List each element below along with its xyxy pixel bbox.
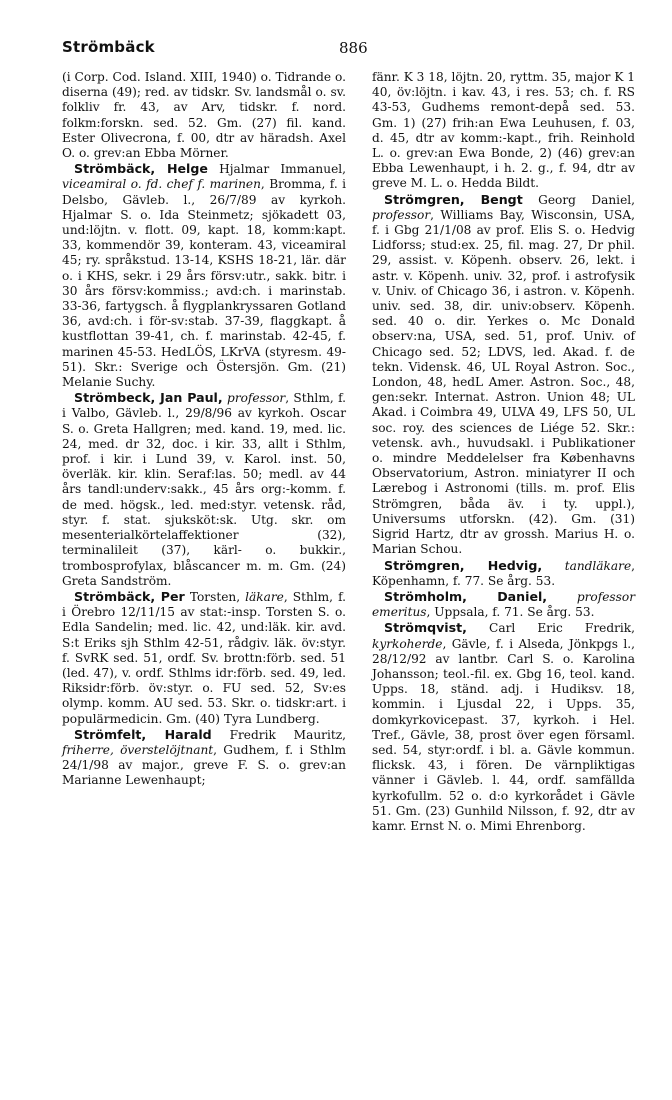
entry-given: Georg Daniel, (522, 192, 635, 207)
entry-text: fänr. K 3 18, löjtn. 20, ryttm. 35, major K 1 40, öv:löjtn. i kav. 43, i res. 53; ch. f. RS 43-53, Gudhems remont-depå sed. 53. Gm. 1) (27) frih:an Ewa Leuhusen, f. 03, d. 45, dtr av komm:-kapt., frih. Reinhold L. o. grev:an Ewa Bonde, 2) (46) grev:an Ebba Lewenhaupt, i h. 2. g., f. 94, dtr av greve M. L. o. Hedda Bildt. (372, 70, 635, 191)
entry-text: , Williams Bay, Wisconsin, USA, f. i Gbg 21/1/08 av prof. Elis S. o. Hedvig Lidforss; stud:ex. 25, fil. mag. 27, Dr phil. 29, assist. v. Köpenh. observ. 26, lekt. i astr. v. Köpenh. univ. 32, prof. i astrofysik v. Univ. of Chicago 36, i astron. v. Köpenh. univ. sed. 38, dir. univ:observ. Köpenh. sed. 40 o. dir. Yerkes o. Mc Donald observ:na, USA, sed. 51, prof. Univ. of Chicago sed. 52; LDVS, led. Akad. f. de tekn. Vidensk. 46, UL Royal Astron. Soc., London, 48, hedL Amer. Astron. Soc., 48, gen:sekr. Internat. Astron. Union 48; UL Akad. i Coimbra 49, ULVA 49, LFS 50, UL soc. roy. des sciences de Liége 52. Skr.: vetensk. avh., huvudsakl. i Publikationer o. mindre Meddelelser fra Københavns Observatorium, Astron. miniatyrer II och Lærebog i Astronomi (tills. m. prof. Elis Strömgren, båda äv. i ty. uppl.), Universums utforskn. (42). Gm. (31) Sigrid Hartz, dtr av grossh. Marius H. o. Marian Schou. (372, 207, 635, 557)
entry-title: läkare (245, 589, 284, 604)
entry (62, 727, 346, 789)
page-number: 886 (339, 39, 368, 57)
entry (372, 192, 635, 558)
entry-title: friherre, överstelöjtnant (62, 742, 214, 757)
entry (62, 161, 346, 390)
entry-title: tandläkare (564, 558, 632, 573)
entry (372, 558, 635, 589)
entry-name: Strömbeck, Jan Paul, (74, 390, 223, 406)
entry-given: Torsten, (184, 589, 246, 604)
entry-given (547, 590, 577, 604)
entry-text: , Sthlm, f. i Örebro 12/11/15 av stat:-insp. Torsten S. o. Edla Sandelin; med. lic. 42, und:läk. kir. avd. S:t Eriks sjh Sthlm 42-51, rådgiv. läk. öv:styr. f. SvRK sed. 51, ordf. Sv. brottn:förb. sed. 51 (led. 47), v. ordf. Sthlms idr:förb. sed. 49, led. Riksidr:förb. öv:styr. o. FU sed. 52, Sv:es olymp. komm. AU sed. 53. Skr. o. tidskr:art. i populärmedicin. Gm. (40) Tyra Lundberg. (62, 589, 346, 726)
right-column (372, 70, 635, 834)
entry (372, 589, 635, 620)
entry-text: (i Corp. Cod. Island. XIII, 1940) o. Tidrande o. diserna (49); red. av tidskr. Sv. landsmål o. sv. folkliv fr. 43, av Arv, tidskr. f. nord. folkm:forskn. sed. 52. Gm. (27) fil. kand. Ester Olivecrona, f. 00, dtr av häradsh. Axel O. o. grev:an Ebba Mörner. (62, 70, 346, 161)
entry (372, 620, 635, 834)
entry-text: , Gävle, f. i Alseda, Jönkpgs l., 28/12/92 av lantbr. Carl S. o. Karolina Johansson; teol.-fil. ex. Gbg 16, teol. kand. Upps. 18, ständ. adj. i Hudiksv. 18, kommin. i Ljusdal 22, i Upps. 35, domkyrkovicepast. 37, kyrkoh. i Hel. Tref., Gävle, 38, prost över egen församl. sed. 54, styr:ordf. i bl. a. Gävle kommun. flicksk. 43, i fören. De värnpliktigas vänner i Gävleb. l. 44, ordf. samfällda kyrkofullm. 52 o. d:o kyrkorådet i Gävle 51. Gm. (23) Gunhild Nilsson, f. 92, dtr av kamr. Ernst N. o. Mimi Ehrenborg. (372, 636, 635, 833)
entry-name: Strömbäck, Per (74, 588, 185, 604)
entry (372, 70, 635, 192)
entry-text: , Sthlm, f. i Valbo, Gävleb. l., 29/8/96 av kyrkoh. Oscar S. o. Greta Hallgren; med. kand. 19, med. lic. 24, med. dr 32, doc. i kir. 33, allt i Sthlm, prof. i kir. i Lund 39, v. Karol. inst. 50, överläk. kir. klin. Seraf:las. 50; medl. av 44 års tandl:underv:sakk., 45 års org:-komm. f. de med. högsk., led. med:styr. vetensk. råd, styr. f. stat. sjuksköt:sk. Utg. skr. om mesenterialkörtelaffektioner (32), terminalileit (37), kärl- o. bukkir., trombosprofylax, blåscancer m. m. Gm. (24) Greta Sandström. (62, 391, 346, 588)
left-column (62, 70, 346, 789)
running-head: Strömbäck (62, 38, 155, 56)
entry-title: viceamiral o. fd. chef f. marinen (62, 177, 261, 192)
page-header (62, 38, 630, 60)
entry-name: Strömqvist, (384, 620, 467, 636)
entry-given: Carl Eric Fredrik, (466, 621, 635, 636)
entry-name: Strömbäck, Helge (74, 161, 208, 177)
entry (62, 589, 346, 727)
entry-title: professor (372, 207, 431, 222)
entry-name: Strömholm, Daniel, (384, 588, 548, 604)
entry-text: , Uppsala, f. 71. Se årg. 53. (426, 605, 595, 620)
entry-title: kyrkoherde (372, 636, 443, 651)
entry (62, 390, 346, 589)
entry-given: Hjalmar Immanuel, (207, 162, 346, 177)
entry-name: Strömgren, Hedvig, (384, 557, 543, 573)
entry-text: , Bromma, f. i Delsbo, Gävleb. l., 26/7/89 av kyrkoh. Hjalmar S. o. Ida Steinmetz; sjökadett 03, und:löjtn. v. flott. 09, kapt. 18, komm:kapt. 33, kommendör 39, konteram. 43, viceamiral 45; ry. språkstud. 13-14, KSHS 18-21, lär. där o. i KHS, sekr. i 29 års försv:utr., sakk. bitr. i 30 års försv:kommiss.; avd:ch. i marinstab. 33-36, fartygsch. å flygplankryssaren Gotland 36, avd:ch. i för-sv:stab. 37-39, flaggkapt. å kustflottan 39-41, ch. f. marinstab. 42-45, f. marinen 45-53. HedLÖS, LKrVA (styresm. 49-51). Skr.: Sverige och Östersjön. Gm. (21) Melanie Suchy. (62, 177, 346, 390)
entry-title: professor emeritus (372, 589, 635, 620)
entry-title: professor (227, 391, 286, 406)
entry-given: Fredrik Mauritz, (211, 727, 346, 742)
entry-text: , Gudhem, f. i Sthlm 24/1/98 av major., greve F. S. o. grev:an Marianne Lewenhaupt; (62, 742, 346, 788)
entry (62, 70, 346, 161)
entry-name: Strömgren, Bengt (384, 191, 523, 207)
entry-name: Strömfelt, Harald (74, 726, 212, 742)
entry-given (542, 559, 565, 573)
entry-text: , Köpenhamn, f. 77. Se årg. 53. (372, 558, 635, 588)
